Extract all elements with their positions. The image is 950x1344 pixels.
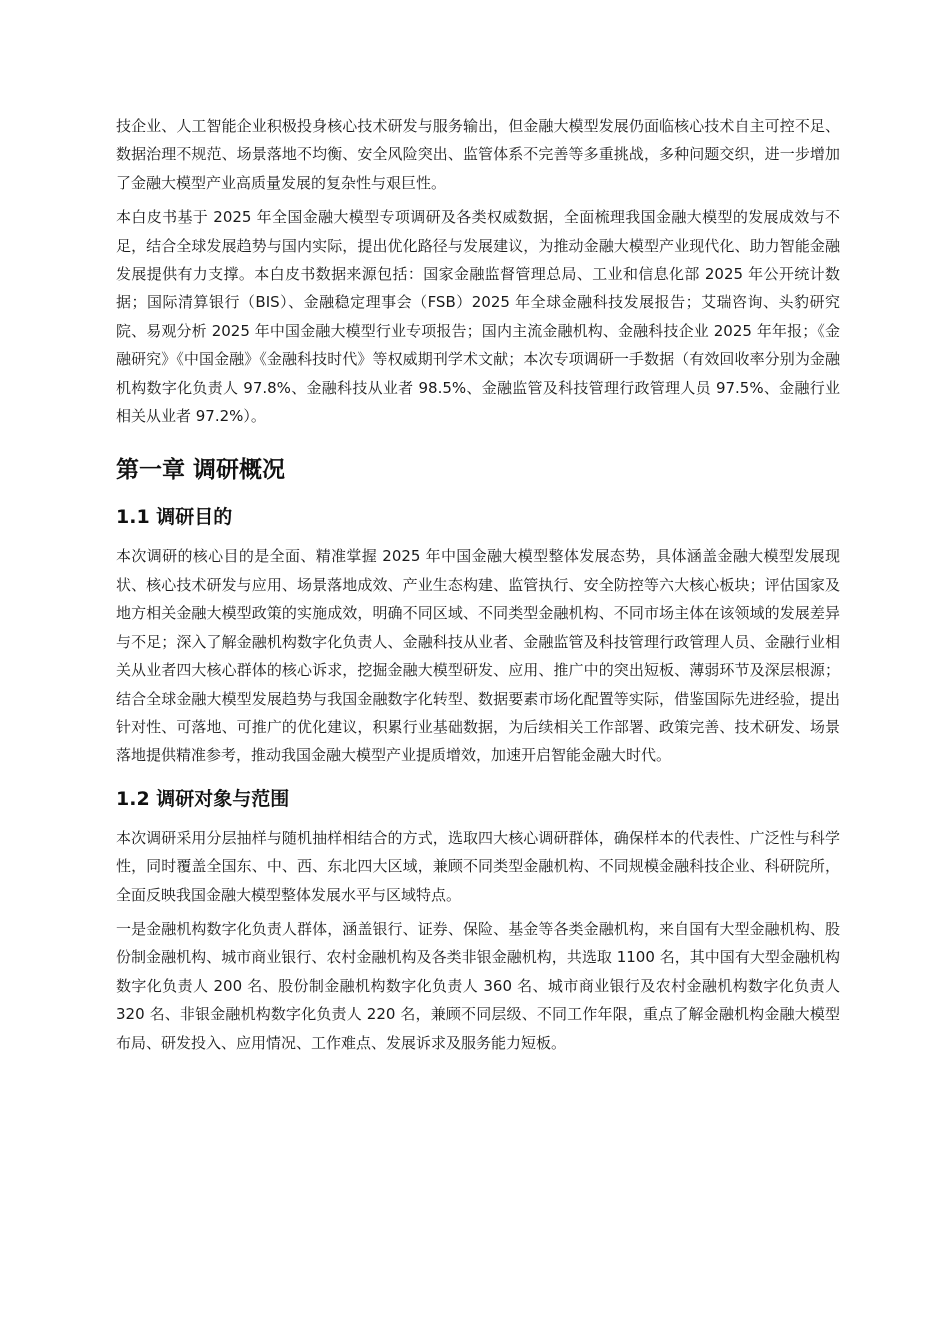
section-1-2-paragraph-2: 一是金融机构数字化负责人群体，涵盖银行、证券、保险、基金等各类金融机构，来自国有大型金融机构、股份制金融机构、城市商业银行、农村金融机构及各类非银金融机构，共选取 1100 名，其中国有大型金融机构数字化负责人 200 名、股份制金融机构数字化负责人 360 名、城市商业银行及农村金融机构数字化负责人 320 名、非银金融机构数字化负责人 220 名，兼顾不同层级、不同工作年限，重点了解金融机构金融大模型布局、研发投入、应用情况、工作难点、发展诉求及服务能力短板。 [116, 919, 840, 1052]
intro-paragraph-2: 本白皮书基于 2025 年全国金融大模型专项调研及各类权威数据，全面梳理我国金融大模型的发展成效与不足，结合全球发展趋势与国内实际，提出优化路径与发展建议，为推动金融大模型产业现代化、助力智能金融发展提供有力支撑。本白皮书数据来源包括：国家金融监督管理总局、工业和信息化部 2025 年公开统计数据；国际清算银行（BIS）、金融稳定理事会（FSB）2025 年全球金融科技发展报告；艾瑞咨询、头豹研究院、易观分析 2025 年中国金融大模型行业专项报告；国内主流金融机构、金融科技企业 2025 年年报；《金融研究》《中国金融》《金融科技时代》等权威期刊学术文献；本次专项调研一手数据（有效回收率分别为金融机构数字化负责人 97.8%、金融科技从业者 98.5%、金融监管及科技管理行政管理人员 97.5%、金融行业相关从业者 97.2%）。 [116, 208, 840, 426]
intro-paragraph-1: 技企业、人工智能企业积极投身核心技术研发与服务输出，但金融大模型发展仍面临核心技术自主可控不足、数据治理不规范、场景落地不均衡、安全风险突出、监管体系不完善等多重挑战，多种问题交织，进一步增加了金融大模型产业高质量发展的复杂性与艰巨性。 [116, 117, 840, 192]
section-1-1-paragraph: 本次调研的核心目的是全面、精准掌握 2025 年中国金融大模型整体发展态势，具体涵盖金融大模型发展现状、核心技术研发与应用、场景落地成效、产业生态构建、监管执行、安全防控等六大核心板块；评估国家及地方相关金融大模型政策的实施成效，明确不同区域、不同类型金融机构、不同市场主体在该领域的发展差异与不足；深入了解金融机构数字化负责人、金融科技从业者、金融监管及科技管理行政管理人员、金融行业相关从业者四大核心群体的核心诉求，挖掘金融大模型研发、应用、推广中的突出短板、薄弱环节及深层根源；结合全球金融大模型发展趋势与我国金融数字化转型、数据要素市场化配置等实际，借鉴国际先进经验，提出针对性、可落地、可推广的优化建议，积累行业基础数据，为后续相关工作部署、政策完善、技术研发、场景落地提供精准参考，推动我国金融大模型产业提质增效，加速开启智能金融大时代。 [116, 547, 840, 765]
section-title-1-1: 1.1 调研目的 [116, 506, 233, 529]
section-1-2-paragraph-1: 本次调研采用分层抽样与随机抽样相结合的方式，选取四大核心调研群体，确保样本的代表性、广泛性与科学性，同时覆盖全国东、中、西、东北四大区域，兼顾不同类型金融机构、不同规模金融科技企业、科研院所，全面反映我国金融大模型整体发展水平与区域特点。 [116, 828, 840, 904]
document-page [116, 112, 840, 1063]
chapter-title: 第一章 调研概况 [116, 457, 286, 484]
section-title-1-2: 1.2 调研对象与范围 [116, 787, 290, 810]
